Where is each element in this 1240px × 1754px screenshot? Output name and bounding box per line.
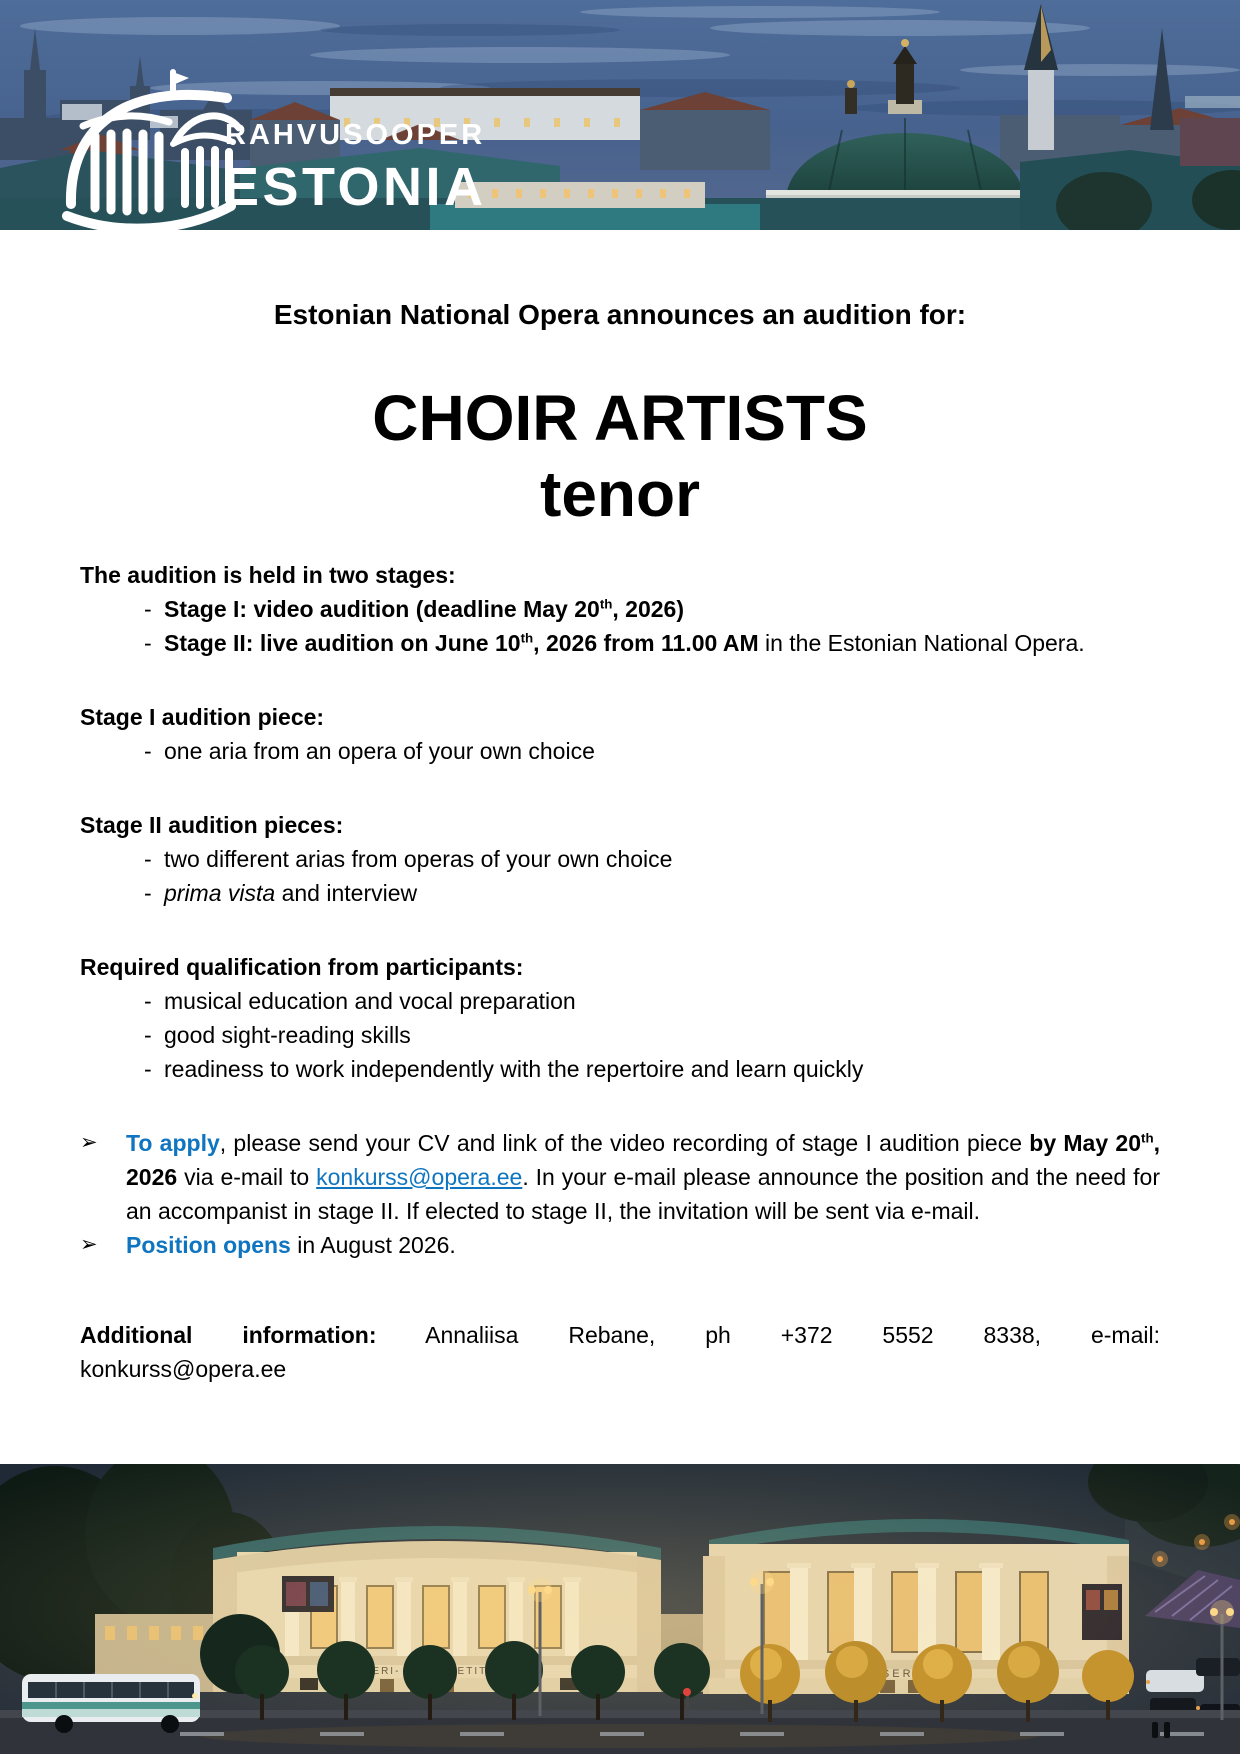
dash-bullet: - (144, 1022, 152, 1048)
stage2-pieces-heading: Stage II audition pieces: (80, 812, 344, 838)
qualifications-list (80, 984, 1160, 1086)
position-opens-item: ➢ Position opens in August 2026. (80, 1228, 1160, 1262)
list-item: - prima vista and interview (80, 876, 1160, 910)
dash-bullet: - (144, 880, 152, 906)
stages-list (80, 592, 1160, 660)
list-item: - two different arias from operas of your own choice (80, 842, 1160, 876)
footer-photo (0, 1464, 1240, 1754)
logo-name-line1: RAHVUSOOPER (225, 119, 486, 151)
superscript: th (1141, 1130, 1154, 1146)
list-item: - one aria from an opera of your own choice (80, 734, 1160, 768)
additional-info-email: konkurss@opera.ee (80, 1356, 287, 1382)
title-line2: tenor (540, 458, 700, 530)
title-line1: CHOIR ARTISTS (372, 382, 868, 454)
header-photo (0, 0, 1240, 230)
email-link[interactable]: konkurss@opera.ee (316, 1164, 523, 1190)
additional-info-line1: Additional information: Annaliisa Rebane, ph +372 5552 8338, e-mail: (80, 1322, 1160, 1348)
list-item: - readiness to work independently with the repertoire and learn quickly (80, 1052, 1160, 1086)
stage2-item: - Stage II: live audition on June 10th, 2026 from 11.00 AM in the Estonian National Opera. (80, 626, 1160, 660)
dash-bullet: - (144, 630, 152, 656)
arrow-bullet-icon: ➢ (80, 1131, 98, 1154)
to-apply-label: To apply (126, 1130, 220, 1156)
stage2-pieces-list (80, 842, 1160, 910)
logo-name-line2: ESTONIA (223, 157, 487, 217)
prima-vista-italic: prima vista (164, 880, 276, 906)
additional-info-label: Additional information: (80, 1322, 377, 1348)
apply-item: ➢ To apply, please send your CV and link of the video recording of stage I audition piece by May 20th, 2026 via e-mail to konkurss@opera.ee. In your e-mail please announce the position and the need for an accompanist in stage II. If elected to stage II, the invitation will be sent via e-mail. (80, 1126, 1160, 1228)
stage1-piece-list (80, 734, 1160, 768)
stages-heading: The audition is held in two stages: (80, 562, 456, 588)
announcement-body (0, 230, 1240, 1386)
dash-bullet: - (144, 596, 152, 622)
dash-bullet: - (144, 738, 152, 764)
superscript: th (599, 596, 613, 612)
page-title (80, 380, 1160, 532)
arrow-bullet-icon: ➢ (80, 1233, 98, 1256)
position-opens-label: Position opens (126, 1232, 291, 1258)
qualifications-heading: Required qualification from participants: (80, 954, 524, 980)
sea-horizon (1185, 96, 1240, 108)
dash-bullet: - (144, 1056, 152, 1082)
dash-bullet: - (144, 846, 152, 872)
intro-line: Estonian National Opera announces an audition for: (273, 299, 967, 330)
stage1-piece-heading: Stage I audition piece: (80, 704, 325, 730)
list-item: - musical education and vocal preparation (80, 984, 1160, 1018)
stage1-item: - Stage I: video audition (deadline May 20th, 2026) (80, 592, 1160, 626)
application-list (80, 1126, 1160, 1262)
superscript: th (520, 630, 534, 646)
dash-bullet: - (144, 988, 152, 1014)
additional-information (80, 1318, 1160, 1386)
list-item: - good sight-reading skills (80, 1018, 1160, 1052)
